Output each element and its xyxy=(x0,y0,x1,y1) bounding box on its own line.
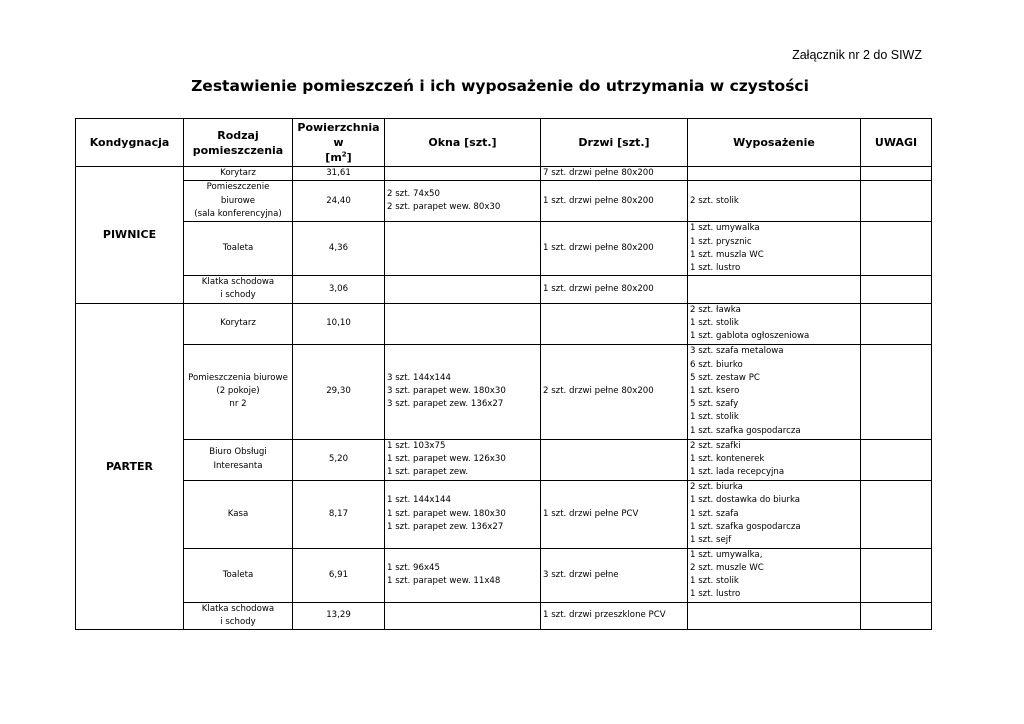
area-cell: 24,40 xyxy=(293,181,385,222)
cell-line: (sala konferencyjna) xyxy=(194,208,282,219)
windows-cell xyxy=(385,276,541,303)
windows-cell xyxy=(385,222,541,276)
cell-line: 1 szt. kontenerek xyxy=(690,454,765,464)
cell-line: 1 szt. stolik xyxy=(690,318,739,328)
cell-line: Korytarz xyxy=(220,318,256,328)
cell-line: 3 szt. 144x144 xyxy=(387,372,451,383)
equipment-cell xyxy=(688,181,861,222)
cell-line: 3 szt. drzwi pełne xyxy=(543,569,619,580)
table-row xyxy=(76,548,932,602)
cell-line: 1 szt. 96x45 xyxy=(387,562,440,573)
notes-cell xyxy=(861,276,932,303)
cell-line: 2 szt. ławka xyxy=(690,304,741,315)
table-row xyxy=(76,602,932,629)
cell-line: nr 2 xyxy=(229,399,247,410)
area-cell: 29,30 xyxy=(293,344,385,439)
cell-line: i schody xyxy=(220,290,256,301)
header-powierzchnia-label: Powierzchnia w xyxy=(297,121,380,149)
notes-cell xyxy=(861,602,932,629)
table-row xyxy=(76,303,932,344)
cell-line: 1 szt. drzwi pełne PCV xyxy=(543,508,639,519)
cell-line: 2 szt. szafki xyxy=(690,440,741,451)
cell-line: 3 szt. parapet wew. 180x30 xyxy=(387,386,506,396)
room-name-cell xyxy=(184,222,293,276)
header-powierzchnia-close: ] xyxy=(346,151,352,164)
table-row xyxy=(76,480,932,548)
equipment-cell xyxy=(688,344,861,439)
doors-cell xyxy=(541,276,688,303)
cell-line: 1 szt. parapet wew. 180x30 xyxy=(387,508,506,519)
doors-cell xyxy=(541,480,688,548)
cell-line: 1 szt. parapet zew. 136x27 xyxy=(387,521,504,532)
equipment-cell xyxy=(688,276,861,303)
windows-cell xyxy=(385,439,541,480)
cell-line: 2 szt. drzwi pełne 80x200 xyxy=(543,386,654,396)
table-row xyxy=(76,222,932,276)
cell-line: 2 szt. stolik xyxy=(690,195,739,206)
doors-cell xyxy=(541,344,688,439)
notes-cell xyxy=(861,548,932,602)
cell-line: 2 szt. parapet wew. 80x30 xyxy=(387,202,501,213)
area-cell: 6,91 xyxy=(293,548,385,602)
cell-line: 1 szt. drzwi pełne 80x200 xyxy=(543,243,654,254)
windows-cell xyxy=(385,181,541,222)
cell-line: 1 szt. 144x144 xyxy=(387,495,451,506)
doors-cell xyxy=(541,439,688,480)
header-kondygnacja: Kondygnacja xyxy=(76,119,184,167)
header-wyposazenie: Wyposażenie xyxy=(688,119,861,167)
area-cell: 31,61 xyxy=(293,167,385,181)
room-name-cell xyxy=(184,181,293,222)
doors-cell xyxy=(541,222,688,276)
cell-line: 1 szt. ksero xyxy=(690,386,740,396)
cell-line: Interesanta xyxy=(213,460,263,471)
room-name-cell xyxy=(184,276,293,303)
room-name-cell xyxy=(184,344,293,439)
doors-cell xyxy=(541,602,688,629)
notes-cell xyxy=(861,344,932,439)
cell-line: 1 szt. szafa xyxy=(690,508,739,519)
room-name-cell xyxy=(184,303,293,344)
notes-cell xyxy=(861,222,932,276)
equipment-cell xyxy=(688,602,861,629)
equipment-cell xyxy=(688,303,861,344)
doors-cell xyxy=(541,181,688,222)
windows-cell xyxy=(385,602,541,629)
room-name-cell xyxy=(184,439,293,480)
windows-cell xyxy=(385,480,541,548)
cell-line: Kasa xyxy=(227,508,249,519)
cell-line: 1 szt. prysznic xyxy=(690,236,752,247)
cell-line: 1 szt. szafka gospodarcza xyxy=(690,521,801,532)
area-cell: 10,10 xyxy=(293,303,385,344)
room-name-cell xyxy=(184,548,293,602)
header-powierzchnia xyxy=(293,119,385,167)
cell-line: 1 szt. szafka gospodarcza xyxy=(690,425,801,436)
table-row xyxy=(76,276,932,303)
cell-line: 1 szt. muszla WC xyxy=(690,249,764,260)
cell-line: 1 szt. dostawka do biurka xyxy=(690,495,801,506)
cell-line: 7 szt. drzwi pełne 80x200 xyxy=(543,168,654,178)
cell-line: Pomieszczenia biurowe xyxy=(188,372,288,383)
cell-line: biurowe xyxy=(220,195,256,206)
cell-line: 3 szt. szafa metalowa xyxy=(690,346,784,357)
rooms-table xyxy=(75,118,932,630)
cell-line: Pomieszczenie xyxy=(206,182,270,193)
table-row xyxy=(76,344,932,439)
area-cell: 13,29 xyxy=(293,602,385,629)
area-cell: 4,36 xyxy=(293,222,385,276)
windows-cell xyxy=(385,548,541,602)
cell-line: 2 szt. muszle WC xyxy=(690,562,764,573)
windows-cell xyxy=(385,303,541,344)
cell-line: Biuro Obsługi xyxy=(209,447,267,458)
header-powierzchnia-sup: 2 xyxy=(341,150,347,159)
cell-line: 1 szt. drzwi pełne 80x200 xyxy=(543,283,654,294)
header-powierzchnia-unit: [m xyxy=(325,151,342,164)
cell-line: Klatka schodowa xyxy=(201,603,275,614)
header-okna: Okna [szt.] xyxy=(385,119,541,167)
notes-cell xyxy=(861,439,932,480)
equipment-cell xyxy=(688,439,861,480)
cell-line: 1 szt. drzwi pełne 80x200 xyxy=(543,195,654,206)
table-body xyxy=(76,167,932,630)
cell-line: 1 szt. 103x75 xyxy=(387,440,446,451)
header-rodzaj: Rodzaj pomieszczenia xyxy=(184,119,293,167)
equipment-cell xyxy=(688,480,861,548)
page-title: Zestawienie pomieszczeń i ich wyposażenie do utrzymania w czystości xyxy=(191,77,809,95)
room-name-cell xyxy=(184,167,293,181)
doors-cell xyxy=(541,548,688,602)
windows-cell xyxy=(385,167,541,181)
annex-label: Załącznik nr 2 do SIWZ xyxy=(792,48,922,62)
floor-name: PIWNICE xyxy=(76,167,184,304)
cell-line: 1 szt. stolik xyxy=(690,576,739,587)
cell-line: 2 szt. biurka xyxy=(690,482,743,493)
room-name-cell xyxy=(184,602,293,629)
doors-cell xyxy=(541,303,688,344)
cell-line: i schody xyxy=(220,616,256,627)
cell-line: Toaleta xyxy=(222,569,254,580)
cell-line: Toaleta xyxy=(222,243,254,254)
cell-line: 1 szt. umywalka, xyxy=(690,549,763,560)
cell-line: 1 szt. parapet zew. xyxy=(387,467,469,478)
notes-cell xyxy=(861,181,932,222)
table-row xyxy=(76,181,932,222)
cell-line: 1 szt. sejf xyxy=(690,534,732,545)
cell-line: 1 szt. lustro xyxy=(690,589,741,600)
cell-line: 1 szt. drzwi przeszklone PCV xyxy=(543,610,666,621)
windows-cell xyxy=(385,344,541,439)
header-drzwi: Drzwi [szt.] xyxy=(541,119,688,167)
cell-line: Korytarz xyxy=(220,168,256,178)
cell-line: 1 szt. umywalka xyxy=(690,223,760,234)
cell-line: 5 szt. szafy xyxy=(690,399,739,410)
area-cell: 3,06 xyxy=(293,276,385,303)
notes-cell xyxy=(861,303,932,344)
cell-line: (2 pokoje) xyxy=(216,386,260,396)
cell-line: 1 szt. lada recepcyjna xyxy=(690,467,785,478)
area-cell: 8,17 xyxy=(293,480,385,548)
room-name-cell xyxy=(184,480,293,548)
equipment-cell xyxy=(688,222,861,276)
equipment-cell xyxy=(688,548,861,602)
notes-cell xyxy=(861,167,932,181)
cell-line: 1 szt. gablota ogłoszeniowa xyxy=(690,331,810,342)
doors-cell xyxy=(541,167,688,181)
cell-line: 1 szt. parapet wew. 11x48 xyxy=(387,576,501,587)
table-row xyxy=(76,439,932,480)
cell-line: 3 szt. parapet zew. 136x27 xyxy=(387,399,504,410)
cell-line: 1 szt. parapet wew. 126x30 xyxy=(387,454,506,464)
cell-line: 6 szt. biurko xyxy=(690,359,743,370)
cell-line: 5 szt. zestaw PC xyxy=(690,372,760,383)
area-cell: 5,20 xyxy=(293,439,385,480)
table-row xyxy=(76,167,932,181)
cell-line: 1 szt. stolik xyxy=(690,412,739,423)
cell-line: 1 szt. lustro xyxy=(690,262,741,273)
notes-cell xyxy=(861,480,932,548)
header-uwagi: UWAGI xyxy=(861,119,932,167)
floor-name: PARTER xyxy=(76,303,184,629)
cell-line: 2 szt. 74x50 xyxy=(387,189,440,199)
cell-line: Klatka schodowa xyxy=(201,277,275,288)
equipment-cell xyxy=(688,167,861,181)
table-header-row xyxy=(76,119,932,167)
